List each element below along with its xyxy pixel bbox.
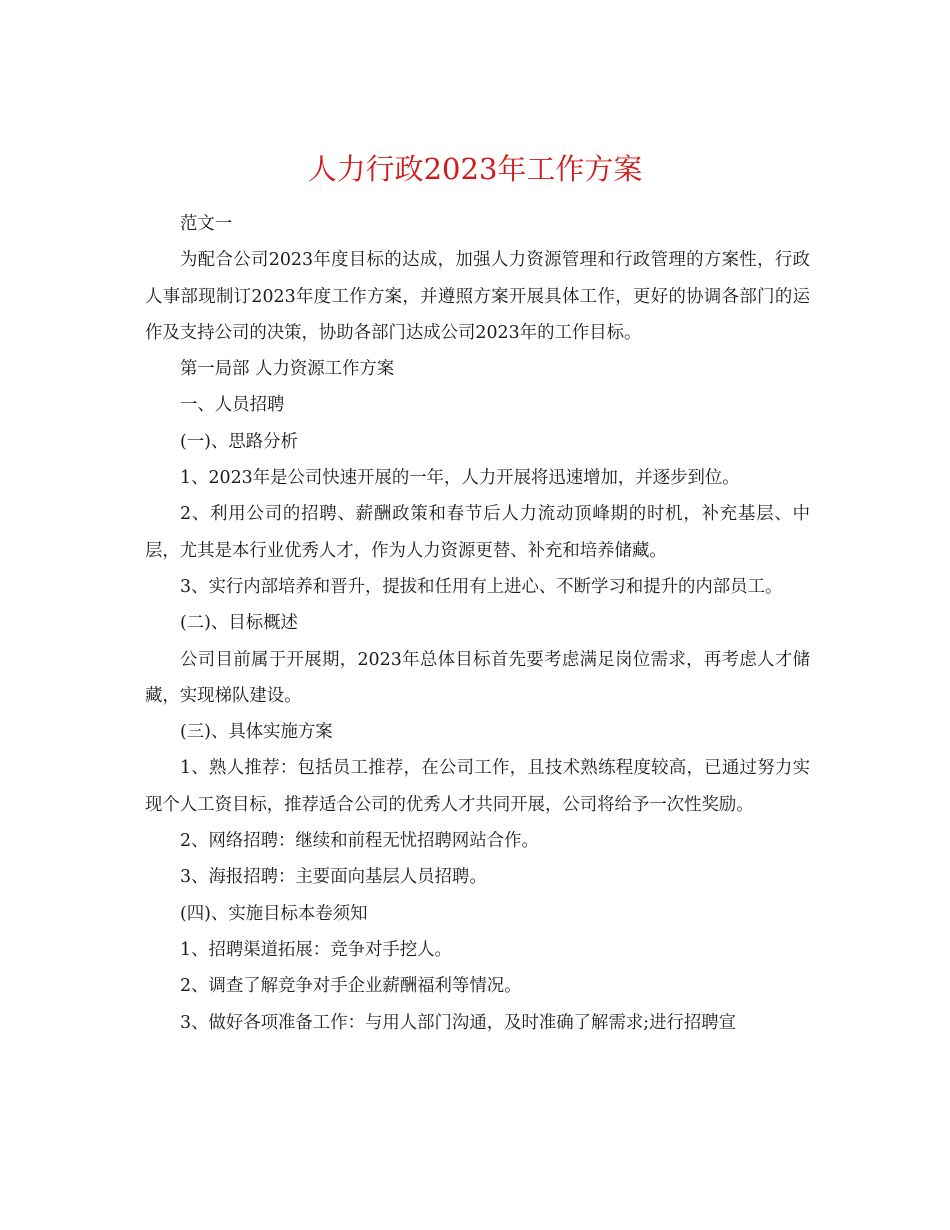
list-item: 3、海报招聘：主要面向基层人员招聘。 (180, 867, 487, 888)
list-item: 3、实行内部培养和晋升，提拔和任用有上进心、不断学习和提升的内部员工。 (180, 576, 783, 597)
list-item: 2、利用公司的招聘、薪酬政策和春节后人力流动顶峰期的时机，补充基层、中层，尤其是本行业优秀人才，作为人力资源更替、补充和培养储藏。 (145, 504, 810, 561)
list-item: 2、调查了解竞争对手企业薪酬福利等情况。 (180, 976, 522, 997)
paragraph-goals: 公司目前属于开展期，2023年总体目标首先要考虑满足岗位需求，再考虑人才储藏，实现梯队建设。 (145, 649, 810, 706)
subheading-goals: (二)、目标概述 (180, 613, 298, 634)
document-body (145, 206, 810, 1041)
paragraph-2: 为配合公司2023年度目标的达成，加强人力资源管理和行政管理的方案性，行政人事部现制订2023年度工作方案，并遵照方案开展具体工作，更好的协调各部门的运作及支持公司的决策，协助各部门达成公司2023年的工作目标。 (145, 250, 810, 343)
subheading-plan: (三)、具体实施方案 (180, 722, 333, 743)
section-heading: 第一局部 人力资源工作方案 (180, 359, 395, 380)
list-item: 1、熟人推荐：包括员工推荐，在公司工作，且技术熟练程度较高，已通过努力实现个人工资目标，推荐适合公司的优秀人才共同开展，公司将给予一次性奖励。 (145, 758, 810, 815)
list-item: 2、网络招聘：继续和前程无忧招聘网站合作。 (180, 831, 539, 852)
subheading-analysis: (一)、思路分析 (180, 431, 298, 452)
list-item: 1、招聘渠道拓展：竞争对手挖人。 (180, 939, 452, 960)
paragraph-1: 范文一 (180, 214, 233, 234)
document-title: 人力行政2023年工作方案 (307, 152, 643, 187)
list-item: 3、做好各项准备工作：与用人部门沟通，及时准确了解需求;进行招聘宣 (180, 1012, 737, 1033)
list-item: 1、2023年是公司快速开展的一年，人力开展将迅速增加，并逐步到位。 (180, 468, 740, 489)
subsection-heading: 一、人员招聘 (180, 395, 285, 416)
subheading-notes: (四)、实施目标本卷须知 (180, 903, 368, 924)
